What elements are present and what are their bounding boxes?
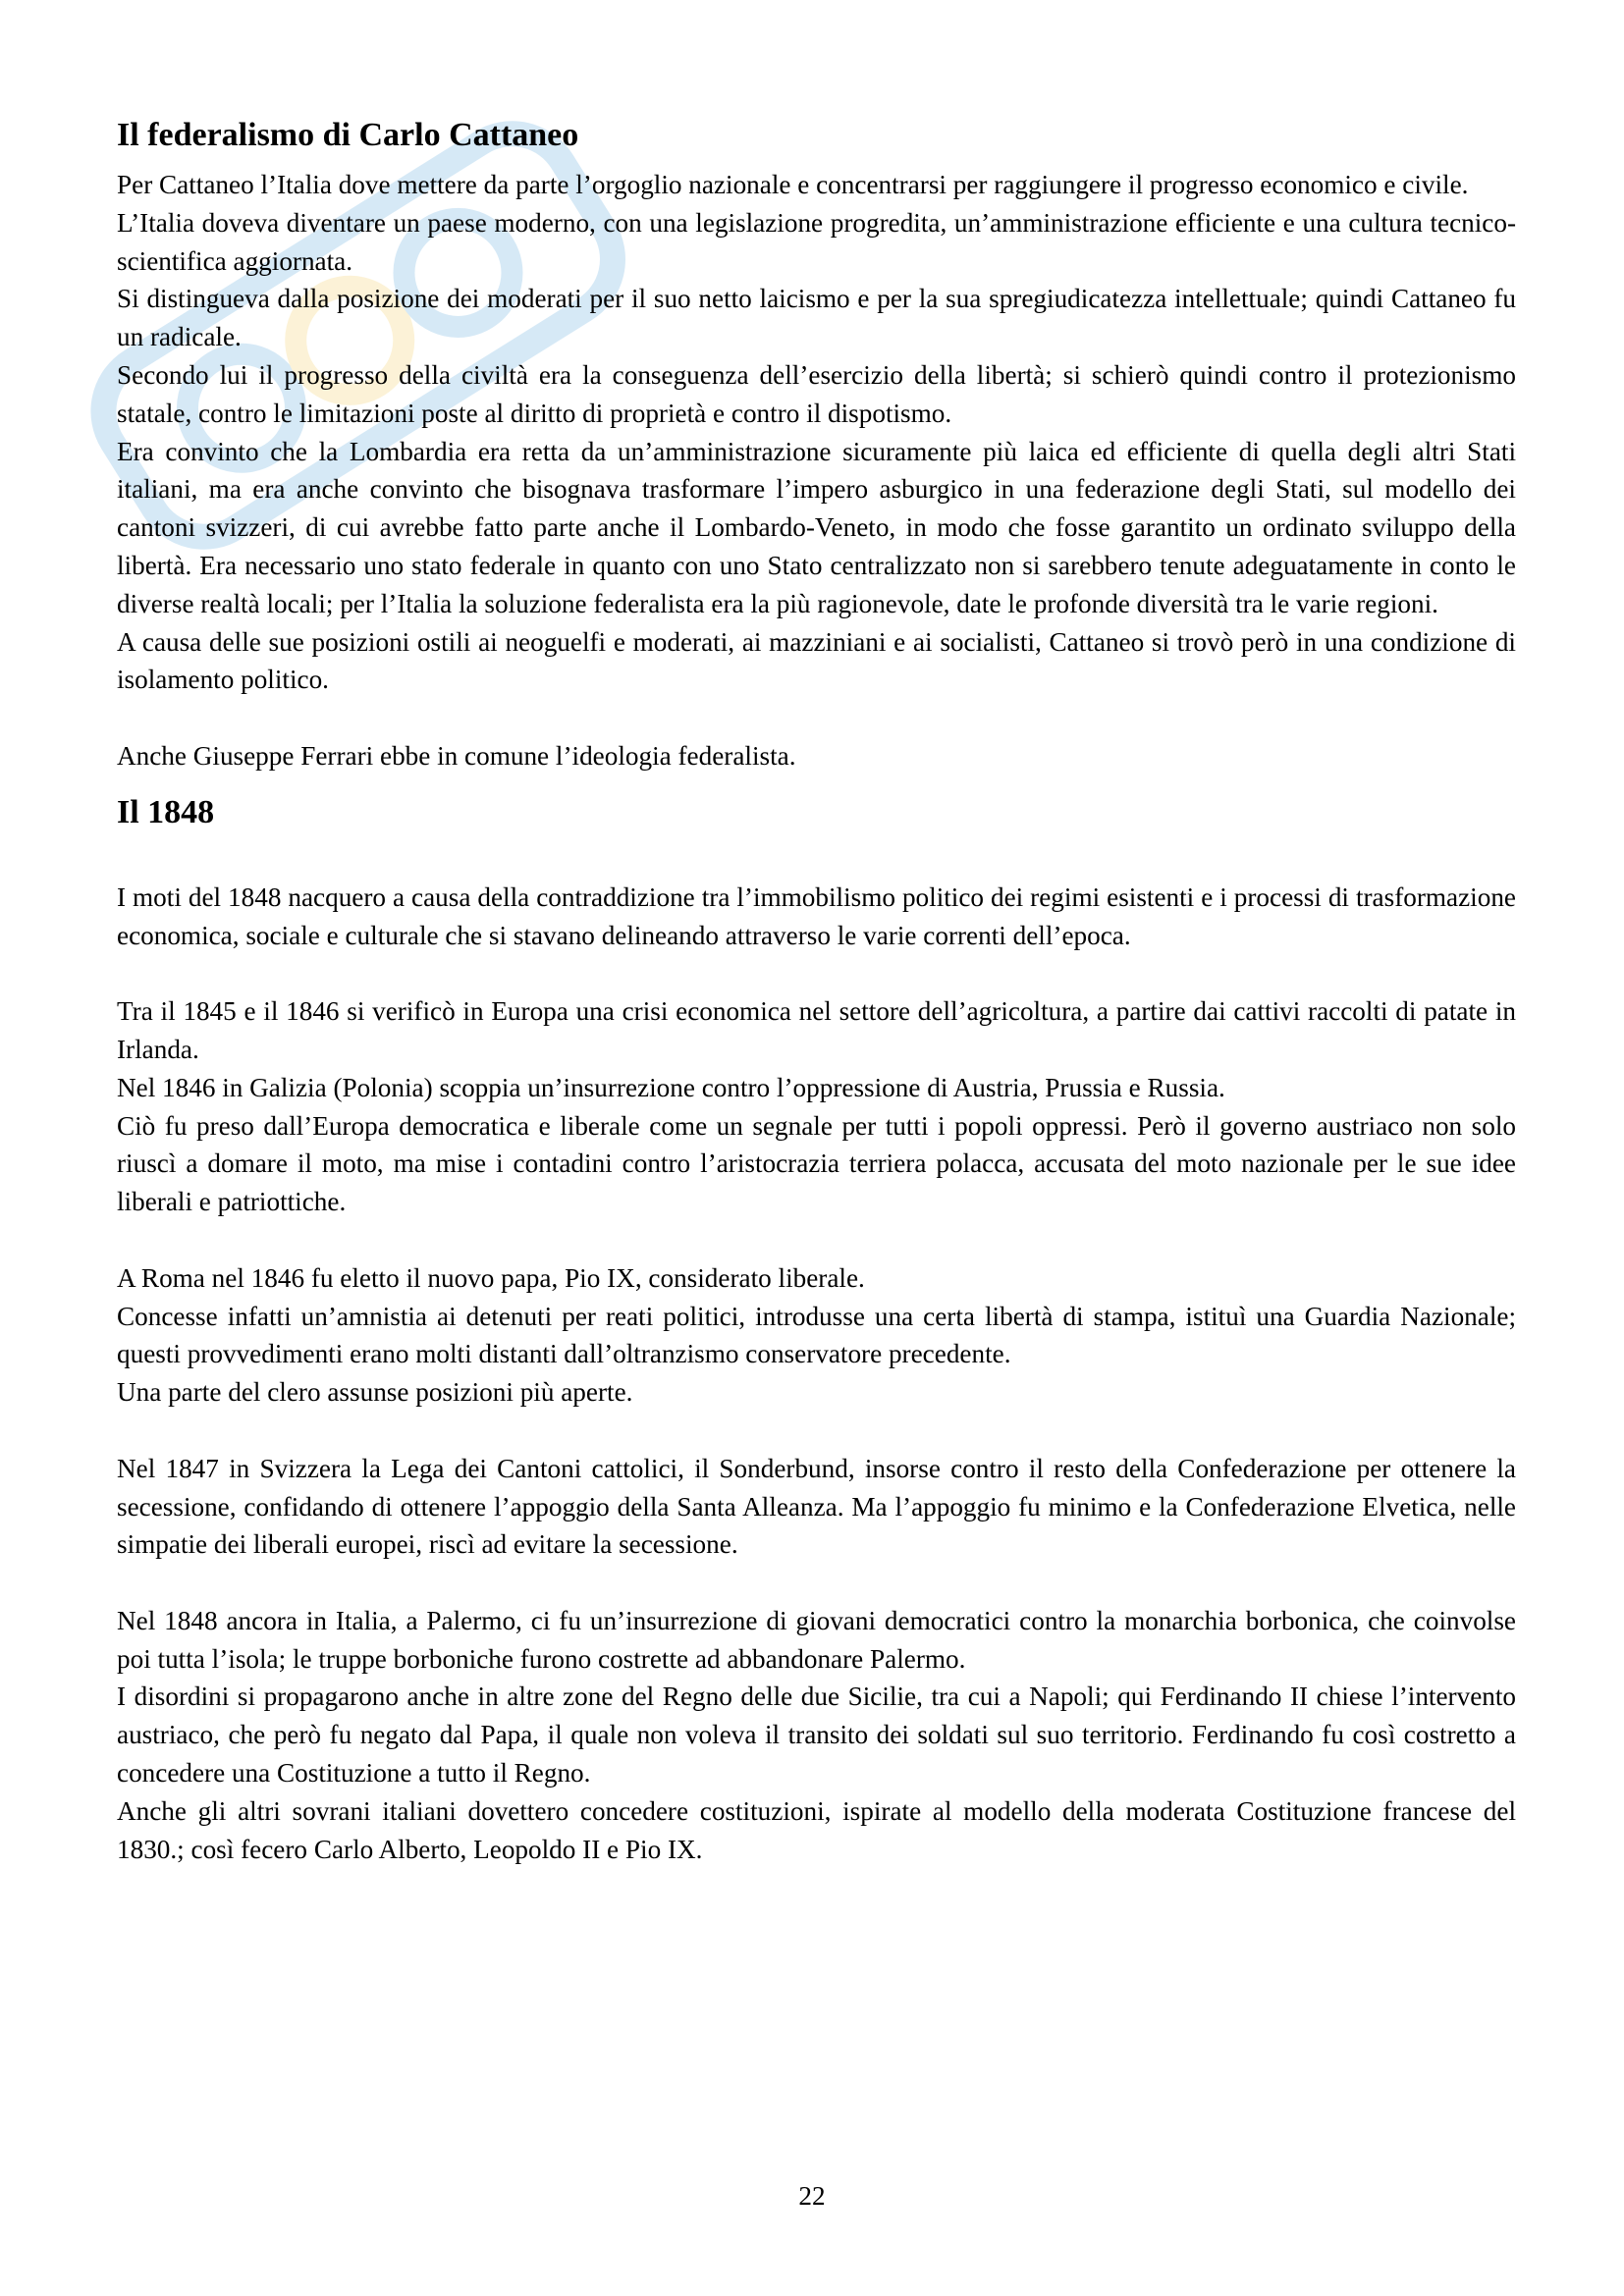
paragraph: Si distingueva dalla posizione dei moderati per il suo netto laicismo e per la sua spregiudicatezza intellettuale; quindi Cattaneo fu un radicale. xyxy=(117,284,1516,352)
paragraph: Nel 1848 ancora in Italia, a Palermo, ci fu un’insurrezione di giovani democratici contro la monarchia borbonica, che coinvolse poi tutta l’isola; le truppe borboniche furono costrette ad abbandonare Palermo. xyxy=(117,1605,1516,1674)
paragraph: Tra il 1845 e il 1846 si verificò in Europa una crisi economica nel settore dell’agricoltura, a partire dai cattivi raccolti di patate in Irlanda. xyxy=(117,996,1516,1064)
paragraph: L’Italia doveva diventare un paese moderno, con una legislazione progredita, un’amministrazione efficiente e una cultura tecnico-scientifica aggiornata. xyxy=(117,207,1516,276)
section-title-cattaneo: Il federalismo di Carlo Cattaneo xyxy=(117,117,579,153)
page-number: 22 xyxy=(798,2181,826,2211)
paragraph: Una parte del clero assunse posizioni più aperte. xyxy=(117,1377,633,1408)
paragraph: A Roma nel 1846 fu eletto il nuovo papa, Pio IX, considerato liberale. xyxy=(117,1262,865,1293)
paragraph: A causa delle sue posizioni ostili ai neoguelfi e moderati, ai mazziniani e ai socialisti, Cattaneo si trovò però in una condizione di isolamento politico. xyxy=(117,626,1516,695)
paragraph: Per Cattaneo l’Italia dove mettere da parte l’orgoglio nazionale e concentrarsi per raggiungere il progresso economico e civile. xyxy=(117,170,1469,199)
paragraph: Nel 1847 in Svizzera la Lega dei Cantoni cattolici, il Sonderbund, insorse contro il resto della Confederazione per ottenere la secessione, confidando di ottenere l’appoggio della Santa Alleanza. Ma l’appoggio fu minimo e la Confederazione Elvetica, nelle simpatie dei liberali europei, riscì ad evitare la secessione. xyxy=(117,1453,1516,1560)
paragraph: Concesse infatti un’amnistia ai detenuti per reati politici, introdusse una certa libertà di stampa, istituì una Guardia Nazionale; questi provvedimenti erano molti distanti dall’oltranzismo conservatore precedente. xyxy=(117,1301,1516,1369)
paragraph: Nel 1846 in Galizia (Polonia) scoppia un’insurrezione contro l’oppressione di Austria, Prussia e Russia. xyxy=(117,1072,1225,1102)
paragraph: Anche Giuseppe Ferrari ebbe in comune l’ideologia federalista. xyxy=(117,740,796,771)
paragraph: Ciò fu preso dall’Europa democratica e liberale come un segnale per tutti i popoli oppressi. Però il governo austriaco non solo riuscì a domare il moto, ma mise i contadini contro l’aristocrazia terriera polacca, accusata del moto nazionale per le sue idee liberali e patriottiche. xyxy=(117,1110,1516,1217)
paragraph: Secondo lui il progresso della civiltà era la conseguenza dell’esercizio della libertà; si schierò quindi contro il protezionismo statale, contro le limitazioni poste al diritto di proprietà e contro il dispotismo. xyxy=(117,359,1516,428)
paragraph: Era convinto che la Lombardia era retta da un’amministrazione sicuramente più laica ed efficiente di quella degli altri Stati italiani, ma era anche convinto che bisognava trasformare l’impero asburgico in una federazione degli Stati, sul modello dei cantoni svizzeri, di cui avrebbe fatto parte anche il Lombardo-Veneto, in modo che fosse garantito un ordinato sviluppo della libertà. Era necessario uno stato federale in quanto con uno Stato centralizzato non si sarebbero tenute adeguatamente in conto le diverse realtà locali; per l’Italia la soluzione federalista era la più ragionevole, date le profonde diversità tra le varie regioni. xyxy=(117,436,1516,618)
document-page xyxy=(117,116,1516,1868)
paragraph: I moti del 1848 nacquero a causa della contraddizione tra l’immobilismo politico dei regimi esistenti e i processi di trasformazione economica, sociale e culturale che si stavano delineando attraverso le varie correnti dell’epoca. xyxy=(117,881,1516,950)
paragraph: I disordini si propagarono anche in altre zone del Regno delle due Sicilie, tra cui a Napoli; qui Ferdinando II chiese l’intervento austriaco, che però fu negato dal Papa, il quale non voleva il transito dei soldati sul suo territorio. Ferdinando fu così costretto a concedere una Costituzione a tutto il Regno. xyxy=(117,1682,1516,1789)
section-title-1848: Il 1848 xyxy=(117,793,215,830)
paragraph: Anche gli altri sovrani italiani dovettero concedere costituzioni, ispirate al modello della moderata Costituzione francese del 1830.; così fecero Carlo Alberto, Leopoldo II e Pio IX. xyxy=(117,1795,1516,1864)
